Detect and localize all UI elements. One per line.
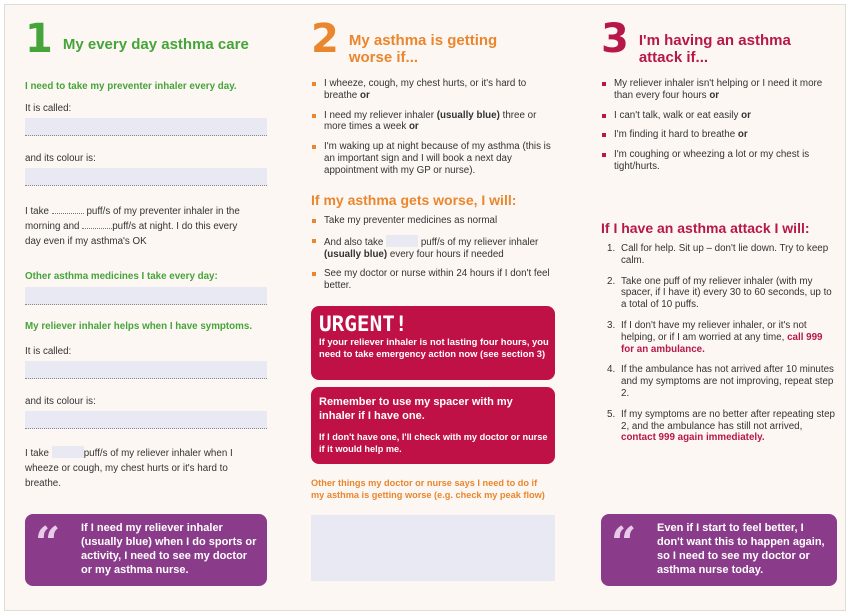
other-medicines-field[interactable] [25, 287, 267, 305]
attack-step [605, 409, 837, 444]
attack-step-3-text: If I don't have my reliever inhaler, or it's not helping, or if I am worried at any time, [621, 319, 807, 343]
attack-step-4-text: If the ambulance has not arrived after 10 minutes and my symptoms are not improving, repeat step 2. [621, 364, 834, 399]
attack-sign-item [601, 149, 837, 173]
step-number: 2. [607, 275, 616, 287]
attack-steps-list [605, 243, 837, 453]
attack-sign-item [601, 110, 837, 122]
other-things-heading: Other things my doctor or nurse says I need to do if my asthma is getting worse (e.g. check my peak flow) [311, 478, 545, 500]
other-things-field[interactable] [311, 515, 555, 581]
reliever-extra-puffs-field[interactable] [386, 235, 418, 247]
reliever-colour-field[interactable] [25, 411, 267, 429]
attack-step [605, 276, 837, 311]
contact-999-again-text: contact 999 again immediately. [621, 432, 765, 444]
attack-sign-1-or: or [709, 89, 720, 101]
reliever-dose-text [25, 446, 270, 491]
step-number: 4. [607, 364, 616, 376]
worse-action-2-text-a: And also take [324, 236, 384, 248]
worse-sign-2-text-a: I need my reliever inhaler [324, 109, 434, 121]
section1-quote-text: If I need my reliever inhaler (usually blue) when I do sports or activity, I need to see my doctor or my asthma nurse. [81, 522, 257, 576]
preventer-name-field[interactable] [25, 118, 267, 136]
worse-action-heading: If my asthma gets worse, I will: [311, 192, 517, 208]
worse-sign-item [311, 141, 559, 176]
worse-action-item [311, 268, 559, 292]
preventer-heading: I need to take my preventer inhaler every day. [25, 81, 237, 92]
dose-text-3: morning and [25, 221, 80, 232]
rel-text-1: I take [25, 448, 49, 459]
reliever-colour-label: and its colour is: [25, 396, 96, 407]
dose-text-4: puff/s at night. I do this every [112, 221, 238, 232]
section1-quote-box [25, 514, 267, 586]
worse-action-item [311, 235, 559, 261]
worse-action-1-text: Take my preventer medicines as normal [324, 215, 498, 226]
worse-sign-2-bold: (usually blue) [436, 109, 500, 121]
attack-sign-4-text: I'm coughing or wheezing a lot or my chest is tight/hurts. [614, 149, 810, 172]
section3-title-line2: attack if... [638, 49, 709, 66]
attack-sign-item [601, 129, 837, 141]
worse-action-2-text-c: every four hours if needed [389, 248, 504, 260]
preventer-colour-label: and its colour is: [25, 153, 96, 164]
worse-sign-2-or: or [408, 121, 419, 133]
spacer-text: If I don't have one, I'll check with my doctor or nurse if it would help me. [319, 432, 548, 454]
quote-mark-icon: “ [35, 518, 61, 569]
section3-quote-box [601, 514, 837, 586]
preventer-morning-puffs-field[interactable] [52, 204, 84, 214]
worse-signs-list [311, 78, 559, 185]
section2-title-line2: worse if... [348, 49, 419, 66]
preventer-name-label: It is called: [25, 103, 72, 114]
rel-text-2: puff/s of my reliever inhaler when I [83, 448, 233, 459]
worse-action-2-bold: (usually blue) [324, 248, 388, 260]
section3-title-line1: I'm having an asthma [638, 32, 791, 49]
section1-number: 1 [25, 16, 53, 62]
section2-header [311, 16, 498, 66]
attack-sign-3-text: I'm finding it hard to breathe [614, 129, 736, 141]
attack-sign-3-or: or [737, 129, 748, 141]
other-medicines-heading: Other asthma medicines I take every day: [25, 271, 218, 282]
worse-actions-list [311, 215, 559, 300]
section3-number: 3 [601, 16, 629, 62]
attack-action-heading: If I have an asthma attack I will: [601, 220, 810, 236]
reliever-heading: My reliever inhaler helps when I have symptoms. [25, 321, 253, 332]
rel-text-3: wheeze or cough, my chest hurts or it's hard to [25, 463, 228, 474]
urgent-text: If your reliever inhaler is not lasting four hours, you need to take emergency action now (see section 3) [319, 336, 549, 359]
worse-action-2-text-b: puff/s of my reliever inhaler [420, 236, 539, 248]
section2-title [349, 32, 497, 66]
attack-sign-1-text: My reliever inhaler isn't helping or I need it more than every four hours [614, 78, 823, 101]
urgent-title: URGENT! [319, 312, 408, 336]
rel-text-4: breathe. [25, 478, 61, 489]
section3-title [639, 32, 791, 66]
dose-text-1: I take [25, 206, 49, 217]
worse-action-3-text: See my doctor or nurse within 24 hours if I don't feel better. [324, 268, 550, 292]
section2-title-line1: My asthma is getting [348, 32, 498, 49]
preventer-night-puffs-field[interactable] [82, 219, 112, 229]
section1-title: My every day asthma care [62, 36, 249, 53]
worse-sign-3-text: I'm waking up at night because of my asthma (this is an important sign and I will book a next day appointment with my GP or nurse). [324, 141, 551, 176]
worse-sign-item [311, 78, 559, 102]
reliever-puffs-field[interactable] [52, 446, 84, 458]
section3-quote-text: Even if I start to feel better, I don't want this to happen again, so I need to see my doctor or asthma nurse today. [657, 522, 825, 576]
attack-sign-2-or: or [741, 109, 751, 121]
attack-step-2-text: Take one puff of my reliever inhaler (with my spacer, if I have it) every 30 to 60 seconds, up to a total of 10 puffs. [621, 275, 832, 311]
worse-sign-1-text: I wheeze, cough, my chest hurts, or it's hard to breathe [324, 78, 527, 101]
attack-step [605, 320, 837, 355]
attack-sign-item [601, 78, 837, 102]
reliever-name-field[interactable] [25, 361, 267, 379]
worse-action-item [311, 215, 559, 227]
attack-step-5-text: If my symptoms are no better after repeating step 2, and the ambulance has still not arrived, [621, 408, 835, 432]
reliever-name-label: It is called: [25, 346, 72, 357]
section2-number: 2 [311, 16, 339, 62]
spacer-box [311, 387, 555, 464]
call-999-text: call 999 for an ambulance. [621, 331, 823, 355]
worse-sign-item [311, 110, 559, 134]
dose-text-2: puff/s of my preventer inhaler in the [86, 206, 240, 217]
attack-step-1-text: Call for help. Sit up – don't lie down. Try to keep calm. [621, 243, 829, 266]
worse-sign-1-or: or [359, 89, 370, 101]
step-number: 5. [607, 408, 616, 420]
step-number: 3. [607, 319, 616, 331]
urgent-box [311, 306, 555, 380]
attack-step [605, 364, 837, 399]
preventer-colour-field[interactable] [25, 168, 267, 186]
step-number: 1. [607, 243, 616, 254]
attack-signs-list [601, 78, 837, 181]
worse-sign-2-text-b: three or more times a week [324, 109, 537, 133]
preventer-dose-text [25, 204, 270, 249]
attack-step [605, 243, 837, 267]
dose-text-5: day even if my asthma's OK [25, 236, 147, 247]
quote-mark-icon: “ [611, 518, 637, 569]
section1-header [25, 16, 249, 62]
section3-header [601, 16, 791, 66]
spacer-title: Remember to use my spacer with my inhaler if I have one. [319, 396, 513, 422]
asthma-action-plan-page [4, 4, 846, 611]
attack-sign-2-text: I can't talk, walk or eat easily [614, 109, 739, 121]
